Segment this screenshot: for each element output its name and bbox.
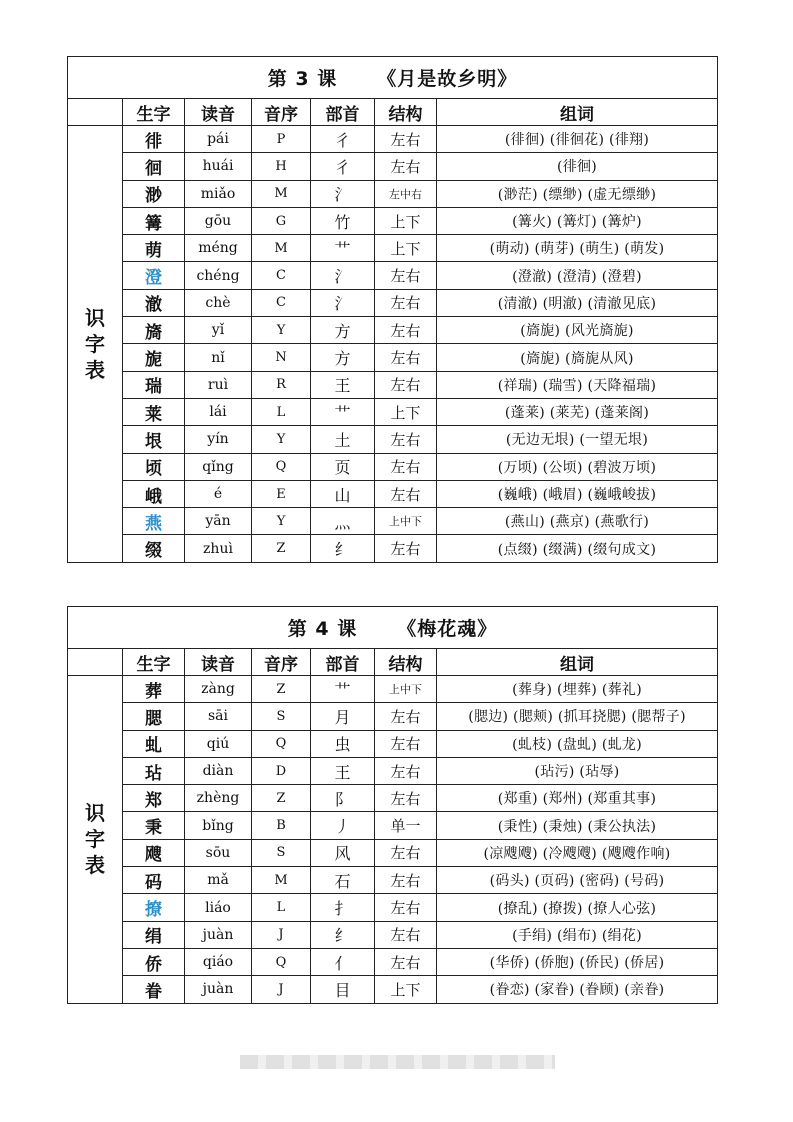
words-cell: (燕山) (燕京) (燕歌行) xyxy=(437,508,718,535)
structure-cell: 上中下 xyxy=(375,508,437,535)
radical-cell: 艹 xyxy=(311,676,375,703)
words-cell: (祥瑞) (瑞雪) (天降福瑞) xyxy=(437,371,718,398)
order-cell: M xyxy=(252,867,311,894)
char-cell: 绢 xyxy=(123,921,185,948)
radical-cell: 氵 xyxy=(311,180,375,207)
table-row xyxy=(68,921,718,948)
order-cell: Z xyxy=(252,535,311,562)
radical-cell: 目 xyxy=(311,976,375,1003)
char-cell: 篝 xyxy=(123,207,185,234)
pinyin-cell: qǐng xyxy=(185,453,252,480)
table-row xyxy=(68,894,718,921)
char-cell: 瑞 xyxy=(123,371,185,398)
order-cell: P xyxy=(252,126,311,153)
order-cell: Y xyxy=(252,317,311,344)
structure-cell: 左右 xyxy=(375,948,437,975)
order-cell: Z xyxy=(252,676,311,703)
table-row xyxy=(68,317,718,344)
table-row xyxy=(68,207,718,234)
radical-cell: 纟 xyxy=(311,535,375,562)
order-cell: C xyxy=(252,289,311,316)
words-cell: (清澈) (明澈) (清澈见底) xyxy=(437,289,718,316)
char-cell: 腮 xyxy=(123,703,185,730)
pinyin-cell: yān xyxy=(185,508,252,535)
char-cell: 秉 xyxy=(123,812,185,839)
radical-cell: 风 xyxy=(311,839,375,866)
structure-cell: 左右 xyxy=(375,730,437,757)
header-blank xyxy=(68,99,123,126)
char-cell: 萌 xyxy=(123,235,185,262)
pinyin-cell: bǐng xyxy=(185,812,252,839)
char-cell: 徊 xyxy=(123,153,185,180)
char-cell: 莱 xyxy=(123,398,185,425)
words-cell: (码头) (页码) (密码) (号码) xyxy=(437,867,718,894)
order-cell: C xyxy=(252,262,311,289)
structure-cell: 左右 xyxy=(375,426,437,453)
pinyin-cell: zhuì xyxy=(185,535,252,562)
side-label-char: 字 xyxy=(85,331,105,356)
char-cell: 码 xyxy=(123,867,185,894)
radical-cell: 王 xyxy=(311,757,375,784)
words-cell: (眷恋) (家眷) (眷顾) (亲眷) xyxy=(437,976,718,1003)
words-cell: (葬身) (埋葬) (葬礼) xyxy=(437,676,718,703)
char-cell: 飕 xyxy=(123,839,185,866)
side-label xyxy=(68,676,123,1004)
pinyin-cell: nǐ xyxy=(185,344,252,371)
pinyin-cell: pái xyxy=(185,126,252,153)
pinyin-cell: mǎ xyxy=(185,867,252,894)
char-cell: 侨 xyxy=(123,948,185,975)
table-row xyxy=(68,676,718,703)
lesson-4-table xyxy=(67,606,718,1004)
order-cell: L xyxy=(252,894,311,921)
char-cell: 渺 xyxy=(123,180,185,207)
words-cell: (澄澈) (澄清) (澄碧) xyxy=(437,262,718,289)
header-order: 音序 xyxy=(252,99,311,126)
words-cell: (撩乱) (撩拨) (撩人心弦) xyxy=(437,894,718,921)
side-label-char: 识 xyxy=(85,801,105,826)
char-cell: 旖 xyxy=(123,317,185,344)
char-cell: 澈 xyxy=(123,289,185,316)
order-cell: Y xyxy=(252,508,311,535)
order-cell: G xyxy=(252,207,311,234)
order-cell: H xyxy=(252,153,311,180)
pinyin-cell: sōu xyxy=(185,839,252,866)
radical-cell: 丿 xyxy=(311,812,375,839)
structure-cell: 上下 xyxy=(375,976,437,1003)
words-cell: (篝火) (篝灯) (篝炉) xyxy=(437,207,718,234)
table-row xyxy=(68,730,718,757)
char-cell: 燕 xyxy=(123,508,185,535)
structure-cell: 左右 xyxy=(375,480,437,507)
pinyin-cell: qiáo xyxy=(185,948,252,975)
words-cell: (手绢) (绢布) (绢花) xyxy=(437,921,718,948)
header-order: 音序 xyxy=(252,649,311,676)
order-cell: M xyxy=(252,180,311,207)
table-row xyxy=(68,812,718,839)
lesson-title: 《月是故乡明》 xyxy=(377,68,518,90)
table-row xyxy=(68,976,718,1003)
order-cell: L xyxy=(252,398,311,425)
order-cell: S xyxy=(252,703,311,730)
table-row xyxy=(68,398,718,425)
order-cell: Q xyxy=(252,948,311,975)
header-row xyxy=(68,649,718,676)
char-cell: 虬 xyxy=(123,730,185,757)
table-row xyxy=(68,703,718,730)
char-cell: 垠 xyxy=(123,426,185,453)
pinyin-cell: é xyxy=(185,480,252,507)
radical-cell: 月 xyxy=(311,703,375,730)
table-row xyxy=(68,839,718,866)
table-row xyxy=(68,426,718,453)
structure-cell: 上下 xyxy=(375,235,437,262)
structure-cell: 左右 xyxy=(375,453,437,480)
structure-cell: 左右 xyxy=(375,126,437,153)
table-row xyxy=(68,508,718,535)
pinyin-cell: lái xyxy=(185,398,252,425)
order-cell: J xyxy=(252,921,311,948)
lesson-number: 第 4 课 xyxy=(287,618,358,640)
structure-cell: 上中下 xyxy=(375,676,437,703)
words-cell: (郑重) (郑州) (郑重其事) xyxy=(437,785,718,812)
lesson-3-title xyxy=(68,57,718,99)
pinyin-cell: qiú xyxy=(185,730,252,757)
header-words: 组词 xyxy=(437,99,718,126)
table-row xyxy=(68,235,718,262)
structure-cell: 左右 xyxy=(375,317,437,344)
structure-cell: 左右 xyxy=(375,535,437,562)
side-label-char: 识 xyxy=(85,305,105,330)
table-row xyxy=(68,180,718,207)
order-cell: J xyxy=(252,976,311,1003)
structure-cell: 左右 xyxy=(375,757,437,784)
structure-cell: 左右 xyxy=(375,371,437,398)
pinyin-cell: gōu xyxy=(185,207,252,234)
structure-cell: 左右 xyxy=(375,289,437,316)
words-cell: (渺茫) (缥缈) (虚无缥缈) xyxy=(437,180,718,207)
table-row xyxy=(68,948,718,975)
table-row xyxy=(68,289,718,316)
char-cell: 郑 xyxy=(123,785,185,812)
char-cell: 旎 xyxy=(123,344,185,371)
words-cell: (旖旎) (旖旎从风) xyxy=(437,344,718,371)
pinyin-cell: diàn xyxy=(185,757,252,784)
structure-cell: 左右 xyxy=(375,344,437,371)
words-cell: (徘徊) (徘徊花) (徘翔) xyxy=(437,126,718,153)
radical-cell: 方 xyxy=(311,344,375,371)
radical-cell: 纟 xyxy=(311,921,375,948)
lesson-number: 第 3 课 xyxy=(267,68,338,90)
structure-cell: 左右 xyxy=(375,867,437,894)
words-cell: (无边无垠) (一望无垠) xyxy=(437,426,718,453)
radical-cell: 彳 xyxy=(311,126,375,153)
words-cell: (腮边) (腮颊) (抓耳挠腮) (腮帮子) xyxy=(437,703,718,730)
table-row xyxy=(68,785,718,812)
radical-cell: 扌 xyxy=(311,894,375,921)
pinyin-cell: yín xyxy=(185,426,252,453)
char-cell: 顷 xyxy=(123,453,185,480)
header-char: 生字 xyxy=(123,649,185,676)
words-cell: (玷污) (玷辱) xyxy=(437,757,718,784)
pinyin-cell: liáo xyxy=(185,894,252,921)
header-char: 生字 xyxy=(123,99,185,126)
table-row xyxy=(68,480,718,507)
radical-cell: 石 xyxy=(311,867,375,894)
radical-cell: 氵 xyxy=(311,262,375,289)
structure-cell: 左右 xyxy=(375,839,437,866)
header-row xyxy=(68,99,718,126)
char-cell: 玷 xyxy=(123,757,185,784)
words-cell: (凉飕飕) (冷飕飕) (飕飕作响) xyxy=(437,839,718,866)
structure-cell: 左右 xyxy=(375,262,437,289)
pinyin-cell: yǐ xyxy=(185,317,252,344)
words-cell: (旖旎) (风光旖旎) xyxy=(437,317,718,344)
char-cell: 徘 xyxy=(123,126,185,153)
words-cell: (巍峨) (峨眉) (巍峨峻拔) xyxy=(437,480,718,507)
radical-cell: 虫 xyxy=(311,730,375,757)
radical-cell: 土 xyxy=(311,426,375,453)
order-cell: Q xyxy=(252,453,311,480)
blurred-footer-watermark xyxy=(240,1055,555,1069)
pinyin-cell: miǎo xyxy=(185,180,252,207)
structure-cell: 左右 xyxy=(375,703,437,730)
header-pinyin: 读音 xyxy=(185,649,252,676)
structure-cell: 上下 xyxy=(375,207,437,234)
words-cell: (秉性) (秉烛) (秉公执法) xyxy=(437,812,718,839)
radical-cell: 页 xyxy=(311,453,375,480)
table-row xyxy=(68,453,718,480)
table-row xyxy=(68,262,718,289)
radical-cell: 方 xyxy=(311,317,375,344)
pinyin-cell: chè xyxy=(185,289,252,316)
lesson-title: 《梅花魂》 xyxy=(397,618,498,640)
table-row xyxy=(68,867,718,894)
structure-cell: 左右 xyxy=(375,921,437,948)
radical-cell: 灬 xyxy=(311,508,375,535)
words-cell: (徘徊) xyxy=(437,153,718,180)
structure-cell: 左中右 xyxy=(375,180,437,207)
header-radical: 部首 xyxy=(311,649,375,676)
order-cell: D xyxy=(252,757,311,784)
radical-cell: 彳 xyxy=(311,153,375,180)
char-cell: 缀 xyxy=(123,535,185,562)
side-label-char: 字 xyxy=(85,827,105,852)
order-cell: M xyxy=(252,235,311,262)
side-label-char: 表 xyxy=(85,853,105,878)
header-radical: 部首 xyxy=(311,99,375,126)
side-label-char: 表 xyxy=(85,357,105,382)
pinyin-cell: sāi xyxy=(185,703,252,730)
words-cell: (华侨) (侨胞) (侨民) (侨居) xyxy=(437,948,718,975)
side-label xyxy=(68,126,123,563)
structure-cell: 左右 xyxy=(375,894,437,921)
header-words: 组词 xyxy=(437,649,718,676)
radical-cell: 山 xyxy=(311,480,375,507)
pinyin-cell: huái xyxy=(185,153,252,180)
order-cell: B xyxy=(252,812,311,839)
order-cell: Y xyxy=(252,426,311,453)
order-cell: R xyxy=(252,371,311,398)
lesson-4-title xyxy=(68,607,718,649)
pinyin-cell: chéng xyxy=(185,262,252,289)
structure-cell: 左右 xyxy=(375,153,437,180)
radical-cell: 王 xyxy=(311,371,375,398)
radical-cell: 阝 xyxy=(311,785,375,812)
char-cell: 眷 xyxy=(123,976,185,1003)
pinyin-cell: juàn xyxy=(185,976,252,1003)
order-cell: S xyxy=(252,839,311,866)
char-cell: 峨 xyxy=(123,480,185,507)
radical-cell: 艹 xyxy=(311,235,375,262)
pinyin-cell: ruì xyxy=(185,371,252,398)
char-cell: 葬 xyxy=(123,676,185,703)
radical-cell: 氵 xyxy=(311,289,375,316)
words-cell: (万顷) (公顷) (碧波万顷) xyxy=(437,453,718,480)
table-row xyxy=(68,371,718,398)
order-cell: Q xyxy=(252,730,311,757)
table-row xyxy=(68,126,718,153)
table-row xyxy=(68,757,718,784)
radical-cell: 竹 xyxy=(311,207,375,234)
table-row xyxy=(68,535,718,562)
pinyin-cell: zhèng xyxy=(185,785,252,812)
words-cell: (虬枝) (盘虬) (虬龙) xyxy=(437,730,718,757)
structure-cell: 上下 xyxy=(375,398,437,425)
header-pinyin: 读音 xyxy=(185,99,252,126)
structure-cell: 单一 xyxy=(375,812,437,839)
char-cell: 澄 xyxy=(123,262,185,289)
radical-cell: 艹 xyxy=(311,398,375,425)
pinyin-cell: méng xyxy=(185,235,252,262)
pinyin-cell: juàn xyxy=(185,921,252,948)
order-cell: N xyxy=(252,344,311,371)
words-cell: (点缀) (缀满) (缀句成文) xyxy=(437,535,718,562)
order-cell: Z xyxy=(252,785,311,812)
order-cell: E xyxy=(252,480,311,507)
table-row xyxy=(68,344,718,371)
header-structure: 结构 xyxy=(375,99,437,126)
pinyin-cell: zàng xyxy=(185,676,252,703)
char-cell: 撩 xyxy=(123,894,185,921)
radical-cell: 亻 xyxy=(311,948,375,975)
words-cell: (萌动) (萌芽) (萌生) (萌发) xyxy=(437,235,718,262)
lesson-3-table xyxy=(67,56,718,563)
table-row xyxy=(68,153,718,180)
words-cell: (蓬莱) (莱芜) (蓬莱阁) xyxy=(437,398,718,425)
structure-cell: 左右 xyxy=(375,785,437,812)
header-structure: 结构 xyxy=(375,649,437,676)
header-blank xyxy=(68,649,123,676)
